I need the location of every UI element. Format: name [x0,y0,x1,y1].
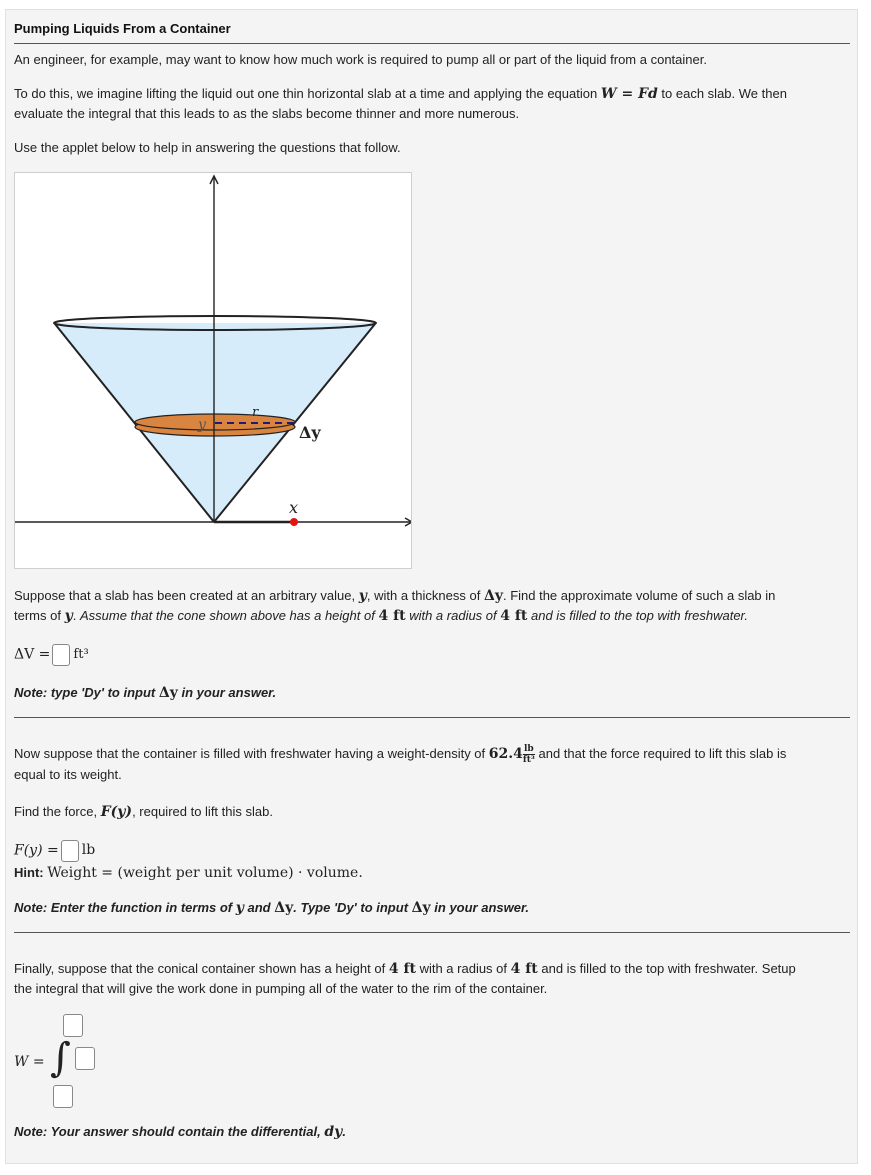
q3-paragraph [14,959,850,999]
q2-note-and: and [247,900,271,915]
integral-sign: ∫ [50,1035,71,1081]
q2-density: 62.4 [488,746,523,762]
q2-answer-row [14,840,850,862]
q2-density-num: lb [524,744,534,755]
q2-note-y: y [235,900,244,916]
q2-hint [14,863,850,883]
q1-unit: ft³ [73,647,89,663]
label-y: y [198,417,206,433]
q2-note-dy: Δy [274,900,294,916]
cone-graph[interactable] [15,173,411,568]
q1-answer-row [14,644,850,666]
q3-text-a: Finally, suppose that the conical container shown has a height of [14,961,386,976]
cone-applet[interactable] [14,172,412,569]
q1-text-g: and is filled to the top with freshwater. [531,608,749,623]
q2-note [14,898,850,918]
q1-lhs: ΔV = [14,646,51,663]
q2-note-b: . Type 'Dy' to input [293,900,409,915]
q3-note-dy: dy [324,1124,343,1140]
q1-var-y: y [358,588,367,604]
q1-answer-box[interactable] [52,644,70,666]
q1-note-delta-y: Δy [158,685,178,701]
q2-lhs: F(y) = [14,842,59,859]
equation-equals: = [616,86,639,102]
q2-note-a: Note: Enter the function in terms of [14,900,233,915]
q1-var-y-2: y [64,608,73,624]
equation-w: W [600,86,617,102]
q3-text-c: and is filled to the top with freshwater. Setup [541,961,796,976]
label-r: r [252,405,259,420]
intro-text: An engineer, for example, may want to know how much work is required to pump all or part of the liquid from a container. [14,52,707,67]
q1-text-e: Assume that the cone shown above has a height of [79,608,375,623]
divider-2 [14,932,850,933]
q2-density-den: ft³ [522,755,535,766]
method-paragraph [14,84,850,124]
divider-1 [14,717,850,718]
q1-radius: 4 ft [500,608,528,624]
page-title: Pumping Liquids From a Container [14,21,231,36]
slider-point[interactable] [290,518,298,526]
q2-hint-label: Hint: [14,865,44,880]
equation-fd: Fd [638,86,658,102]
q1-note [14,683,850,703]
q3-integrand-box[interactable] [75,1047,95,1070]
q3-height: 4 ft [388,961,416,977]
q2-find [14,802,850,822]
method-text-a: To do this, we imagine lifting the liquid out one thin horizontal slab at a time and applying the equation [14,86,598,101]
q2-paragraph [14,744,850,785]
q1-text-d: terms of [14,608,61,623]
q2-text-b: and that the force required to lift this slab is [538,746,787,761]
q3-text-d: the integral that will give the work done in pumping all of the water to the rim of the container. [14,981,548,996]
q3-note-end: . [342,1124,346,1139]
label-x: x [289,498,299,517]
q2-unit: lb [81,842,96,859]
q1-text-a: Suppose that a slab has been created at an arbitrary value, [14,588,356,603]
q2-fy: F(y) [100,804,133,820]
q1-paragraph: Suppose that a slab has been created at an arbitrary value, y, with a thickness of Δy. Find the approximate volume of such a slab in terms of y. Assume that the cone shown above has a height of 4 ft with a radius of 4 ft and is filled to the top with freshwater. [14,588,776,624]
method-text-c: evaluate the integral that this leads to as the slabs become thinner and more numerous. [14,106,520,121]
q1-height: 4 ft [378,608,406,624]
applet-instruction: Use the applet below to help in answering the questions that follow. [14,140,401,155]
q3-lower-limit-box[interactable] [53,1085,73,1108]
q2-find-text: Find the force, [14,804,98,819]
q2-density-unit [523,744,535,765]
q2-find-text-b: , required to lift this slab. [132,804,273,819]
q3-note-text: Note: Your answer should contain the differential, [14,1124,321,1139]
q1-note-text-a: Note: type 'Dy' to input [14,685,156,700]
q1-note-text-b: in your answer. [181,685,277,700]
q3-note [14,1122,850,1142]
q2-text-a: Now suppose that the container is filled with freshwater having a weight-density of [14,746,486,761]
q1-text-b: , with a thickness of [366,588,481,603]
q2-text-c: equal to its weight. [14,767,122,783]
q2-note-c: in your answer. [434,900,529,915]
label-delta-y: Δy [299,423,321,442]
q3-lhs: W = [14,1054,45,1070]
q3-text-b: with a radius of [419,961,508,976]
q3-radius: 4 ft [510,961,538,977]
q1-delta-y: Δy [483,588,503,604]
q2-note-dy-2: Δy [411,900,431,916]
q1-text-c: . Find the approximate volume of such a slab in [502,588,776,603]
q2-answer-box[interactable] [61,840,79,862]
q3-integral [14,1012,214,1112]
title-divider [14,43,850,44]
q2-hint-text: Weight = (weight per unit volume) · volume. [47,865,363,881]
problem-card [5,9,858,1164]
q1-text-f: with a radius of [409,608,497,623]
method-text-b: to each slab. We then [661,86,787,101]
